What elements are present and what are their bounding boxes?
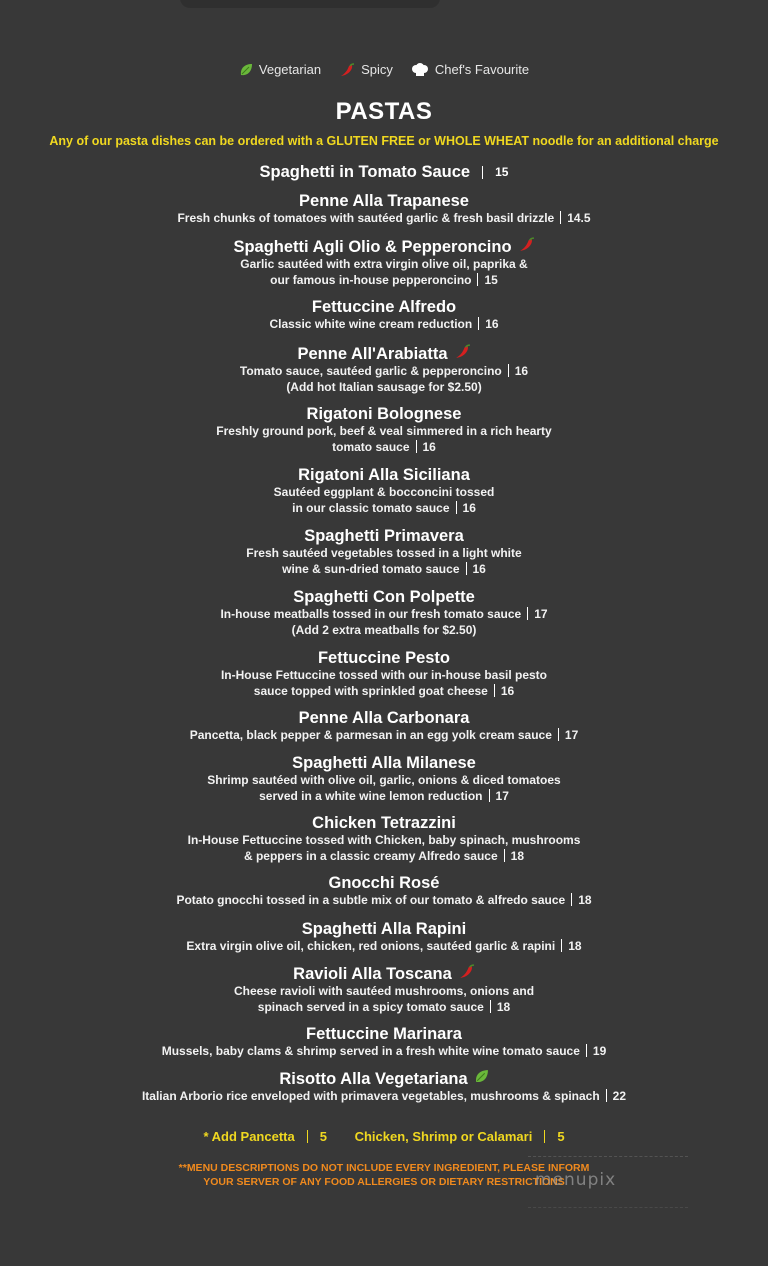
separator xyxy=(456,501,457,514)
chili-pepper-icon xyxy=(454,344,471,364)
item-name xyxy=(292,753,476,773)
separator xyxy=(307,1130,308,1143)
addon-protein xyxy=(349,1129,571,1144)
item-description-text: sauce topped with sprinkled goat cheese xyxy=(253,683,488,698)
menu-item xyxy=(0,964,768,1015)
item-name xyxy=(279,1069,488,1089)
item-name xyxy=(304,526,464,546)
item-name xyxy=(329,873,440,893)
item-description-text: Classic white wine cream reduction xyxy=(269,317,473,331)
item-name-text: Rigatoni Bolognese xyxy=(306,405,462,423)
section-title: PASTAS xyxy=(335,98,433,125)
item-description-text: Freshly ground pork, beef & veal simmered in a rich hearty xyxy=(216,424,552,438)
separator xyxy=(571,893,572,906)
item-description-text: Shrimp sautéed with olive oil, garlic, onions & diced tomatoes xyxy=(207,773,561,787)
item-description-text: Sautéed eggplant & bocconcini tossed xyxy=(273,485,495,499)
item-description-text: In-House Fettuccine tossed with Chicken, baby spinach, mushrooms xyxy=(187,833,581,847)
separator xyxy=(494,684,495,697)
item-name xyxy=(260,162,509,182)
item-price: 14.5 xyxy=(567,211,591,225)
item-description xyxy=(0,546,768,562)
item-name-text: Spaghetti Primavera xyxy=(304,527,464,545)
item-description xyxy=(0,623,768,639)
item-description xyxy=(0,728,768,744)
item-description-text: Extra virgin olive oil, chicken, red onions, sautéed garlic & rapini xyxy=(186,939,556,953)
legend-spicy-label: Spicy xyxy=(361,62,393,77)
separator xyxy=(490,1000,491,1013)
item-name-text: Spaghetti Con Polpette xyxy=(293,588,475,606)
item-price: 18 xyxy=(568,939,582,953)
item-price: 15 xyxy=(484,272,498,287)
addon-pancetta-label: * Add Pancetta xyxy=(203,1129,295,1144)
item-name-text: Fettuccine Alfredo xyxy=(311,298,457,316)
item-name xyxy=(233,237,534,257)
item-price: 16 xyxy=(422,439,436,454)
item-price: 17 xyxy=(534,607,548,621)
separator xyxy=(508,364,509,377)
separator xyxy=(504,849,505,862)
item-name-text: Spaghetti Alla Rapini xyxy=(301,920,467,938)
leaf-icon xyxy=(239,63,253,77)
item-description xyxy=(0,984,768,1000)
item-description xyxy=(0,257,768,273)
item-description-text: Mussels, baby clams & shrimp served in a fresh white wine tomato sauce xyxy=(161,1044,580,1058)
legend-chef xyxy=(411,62,529,77)
item-description-text: wine & sun-dried tomato sauce xyxy=(282,561,460,576)
item-name xyxy=(302,919,466,939)
chili-pepper-icon xyxy=(339,63,355,77)
item-price: 18 xyxy=(578,893,592,907)
item-description-text: Tomato sauce, sautéed garlic & pepperoncino xyxy=(239,364,502,378)
disclaimer-line: **MENU DESCRIPTIONS DO NOT INCLUDE EVERY INGREDIENT, PLEASE INFORM xyxy=(178,1162,590,1174)
separator xyxy=(527,607,528,620)
item-name xyxy=(312,813,456,833)
item-description xyxy=(0,607,768,623)
item-price: 18 xyxy=(510,848,525,863)
legend xyxy=(0,62,768,77)
item-description xyxy=(0,440,768,456)
addon-protein-label: Chicken, Shrimp or Calamari xyxy=(354,1129,533,1144)
legend-vegetarian xyxy=(239,62,321,77)
chili-pepper-icon xyxy=(458,964,475,984)
item-description-text: In-house meatballs tossed in our fresh tomato sauce xyxy=(220,607,522,621)
menu-item xyxy=(0,813,768,864)
item-description-text: spinach served in a spicy tomato sauce xyxy=(257,999,484,1014)
item-description-text: In-House Fettuccine tossed with our in-house basil pesto xyxy=(220,668,548,682)
item-description xyxy=(0,668,768,684)
item-description-text: (Add hot Italian sausage for $2.50) xyxy=(286,379,482,394)
item-price: 15 xyxy=(495,165,509,179)
item-name-text: Penne Alla Trapanese xyxy=(299,192,469,210)
separator xyxy=(477,273,478,286)
item-description xyxy=(0,684,768,700)
item-description xyxy=(0,485,768,501)
item-name-text: Penne All'Arabiatta xyxy=(297,345,448,363)
menu-item xyxy=(0,465,768,516)
item-name xyxy=(299,708,470,728)
item-name-text: Ravioli Alla Toscana xyxy=(293,965,452,983)
item-price: 16 xyxy=(514,364,529,378)
separator xyxy=(558,728,559,741)
chef-hat-icon xyxy=(411,63,429,77)
leaf-icon xyxy=(474,1069,489,1089)
menu-item xyxy=(0,648,768,699)
menu-item xyxy=(0,753,768,804)
separator xyxy=(586,1044,587,1057)
item-name xyxy=(298,465,470,485)
legend-spicy xyxy=(339,62,393,77)
menu-item xyxy=(0,191,768,227)
item-description xyxy=(0,789,768,805)
item-description-text: & peppers in a classic creamy Alfredo sauce xyxy=(243,848,498,863)
item-name-text: Risotto Alla Vegetariana xyxy=(279,1070,468,1088)
item-name-text: Spaghetti Agli Olio & Pepperoncino xyxy=(233,238,512,256)
addon-pancetta-price: 5 xyxy=(319,1129,327,1144)
item-description xyxy=(0,939,768,955)
addon-protein-price: 5 xyxy=(557,1129,565,1144)
item-description xyxy=(0,773,768,789)
item-price: 16 xyxy=(472,561,486,576)
item-description-text: Potato gnocchi tossed in a subtle mix of our tomato & alfredo sauce xyxy=(176,893,566,907)
item-name-text: Penne Alla Carbonara xyxy=(298,709,470,727)
item-price: 16 xyxy=(462,500,476,515)
menu-item xyxy=(0,873,768,909)
separator xyxy=(478,317,479,330)
separator xyxy=(561,939,562,952)
item-description xyxy=(0,1044,768,1060)
addons xyxy=(0,1129,768,1144)
separator xyxy=(544,1130,545,1143)
item-price: 17 xyxy=(564,728,579,742)
item-description xyxy=(0,273,768,289)
item-description-text: Pancetta, black pepper & parmesan in an egg yolk cream sauce xyxy=(189,728,552,742)
item-name xyxy=(307,404,462,424)
item-description xyxy=(0,562,768,578)
item-description-text: served in a white wine lemon reduction xyxy=(259,788,483,803)
menu-item xyxy=(0,297,768,333)
item-description-text: our famous in-house pepperoncino xyxy=(270,272,472,287)
menu-item xyxy=(0,162,768,182)
item-description-text: Fresh chunks of tomatoes with sautéed garlic & fresh basil drizzle xyxy=(177,211,555,225)
menu-item xyxy=(0,344,768,395)
item-price: 18 xyxy=(496,999,511,1014)
item-name-text: Spaghetti in Tomato Sauce xyxy=(259,163,471,181)
separator xyxy=(606,1089,607,1102)
item-price: 19 xyxy=(592,1044,607,1058)
item-description xyxy=(0,317,768,333)
item-name xyxy=(297,344,470,364)
top-edge-shadow xyxy=(180,0,440,8)
menu-item xyxy=(0,708,768,744)
menu-item xyxy=(0,1024,768,1060)
item-price: 22 xyxy=(612,1089,627,1103)
item-name-text: Spaghetti Alla Milanese xyxy=(292,754,476,772)
item-description-text: tomato sauce xyxy=(332,439,410,454)
item-name xyxy=(299,191,469,211)
item-name-text: Fettuccine Marinara xyxy=(306,1025,462,1043)
item-name-text: Gnocchi Rosé xyxy=(328,874,440,892)
item-description xyxy=(0,849,768,865)
item-name-text: Rigatoni Alla Siciliana xyxy=(298,466,470,484)
watermark: menupix xyxy=(535,1170,617,1190)
chili-pepper-icon xyxy=(518,237,535,257)
item-price: 16 xyxy=(500,683,515,698)
menu-item xyxy=(0,587,768,638)
menu-item xyxy=(0,237,768,288)
item-description xyxy=(0,1000,768,1016)
menu-item xyxy=(0,1069,768,1105)
disclaimer-line: YOUR SERVER OF ANY FOOD ALLERGIES OR DIETARY RESTRICTIONS xyxy=(203,1176,565,1188)
item-description-text: Italian Arborio rice enveloped with primavera vegetables, mushrooms & spinach xyxy=(141,1089,600,1103)
item-price: 16 xyxy=(485,317,499,331)
legend-chef-label: Chef's Favourite xyxy=(434,62,530,77)
item-name xyxy=(293,587,475,607)
separator xyxy=(489,789,490,802)
menu-item xyxy=(0,919,768,955)
item-name xyxy=(306,1024,462,1044)
item-name-text: Fettuccine Pesto xyxy=(317,649,451,667)
item-name xyxy=(312,297,456,317)
item-price: 17 xyxy=(495,788,509,803)
item-description-text: Cheese ravioli with sautéed mushrooms, onions and xyxy=(233,984,535,998)
item-description-text: in our classic tomato sauce xyxy=(292,500,450,515)
item-description xyxy=(0,833,768,849)
item-description xyxy=(0,380,768,396)
separator xyxy=(466,562,467,575)
item-name xyxy=(293,964,475,984)
item-description-text: Garlic sautéed with extra virgin olive oil, paprika & xyxy=(240,257,528,271)
item-name xyxy=(318,648,450,668)
addon-pancetta xyxy=(197,1129,333,1144)
menu-item xyxy=(0,526,768,577)
item-description xyxy=(0,1089,768,1105)
separator xyxy=(560,211,561,224)
separator xyxy=(416,440,417,453)
item-description xyxy=(0,893,768,909)
item-description-text: (Add 2 extra meatballs for $2.50) xyxy=(291,622,477,637)
noodle-note: Any of our pasta dishes can be ordered with a GLUTEN FREE or WHOLE WHEAT noodle for an additional charge xyxy=(49,134,719,148)
item-description-text: Fresh sautéed vegetables tossed in a light white xyxy=(246,546,522,560)
item-name-text: Chicken Tetrazzini xyxy=(312,814,456,832)
item-description xyxy=(0,501,768,517)
item-description xyxy=(0,364,768,380)
item-description xyxy=(0,211,768,227)
separator xyxy=(482,166,483,179)
item-description xyxy=(0,424,768,440)
legend-vegetarian-label: Vegetarian xyxy=(258,62,322,77)
menu-item xyxy=(0,404,768,455)
